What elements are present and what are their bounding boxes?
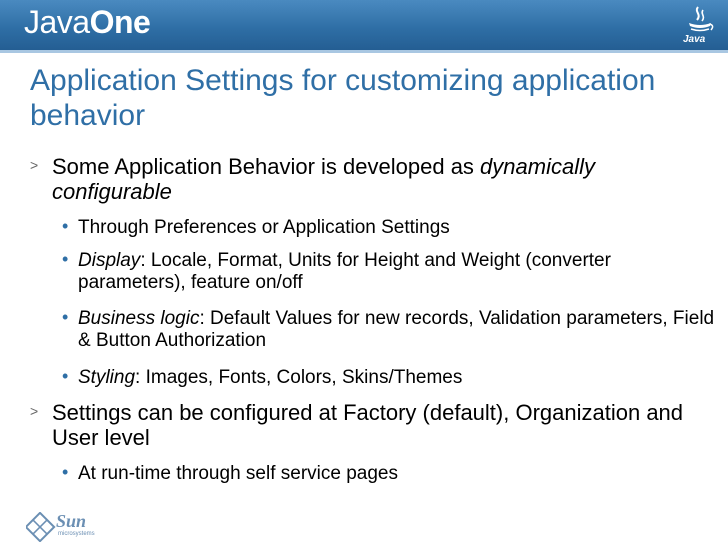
sub-bullet-marker: • xyxy=(62,249,69,269)
sub-bullet-3-text: : Default Values for new records, Validation parameters, Field & Button Authorization xyxy=(78,308,715,351)
sun-logo-text: Sun xyxy=(56,511,87,531)
sub-bullet-2-emphasis: Display xyxy=(78,250,141,271)
sub-bullet-4-text: : Images, Fonts, Colors, Skins/Themes xyxy=(135,367,463,388)
slide-title: Application Settings for customizing application behavior xyxy=(30,64,656,132)
sub-bullet-2 xyxy=(78,250,718,294)
sub-bullet-1: Through Preferences or Application Settings xyxy=(78,217,450,238)
sub-bullet-4-emphasis: Styling xyxy=(78,367,136,388)
logo-java-text: Java xyxy=(24,4,90,40)
header-bar xyxy=(0,0,728,50)
sub-bullet-5: At run-time through self service pages xyxy=(78,463,398,484)
bullet-marker: > xyxy=(30,157,39,173)
bullet-1 xyxy=(52,154,712,204)
sub-bullet-marker: • xyxy=(62,462,69,482)
javaone-logo xyxy=(24,4,150,41)
sub-bullet-3 xyxy=(78,308,718,352)
sub-bullet-2-text: : Locale, Format, Units for Height and Weight (converter parameters), feature on/off xyxy=(78,250,611,293)
bullet-2: Settings can be configured at Factory (default), Organization and User level xyxy=(52,400,684,450)
sub-bullet-marker: • xyxy=(62,366,69,386)
header-divider xyxy=(0,50,728,53)
sub-bullet-marker: • xyxy=(62,307,69,327)
sub-bullet-3-emphasis: Business logic xyxy=(78,308,200,329)
java-badge-label: Java xyxy=(683,34,706,45)
sub-bullet-4 xyxy=(78,367,718,389)
bullet-marker: > xyxy=(30,403,39,419)
logo-one-text: One xyxy=(89,4,151,40)
bullet-1-text: Some Application Behavior is developed as xyxy=(52,154,481,179)
sun-logo-subtext: microsystems xyxy=(58,531,95,537)
bullet-1-emphasis: dynamically configurable xyxy=(52,154,595,204)
sub-bullet-marker: • xyxy=(62,216,69,236)
